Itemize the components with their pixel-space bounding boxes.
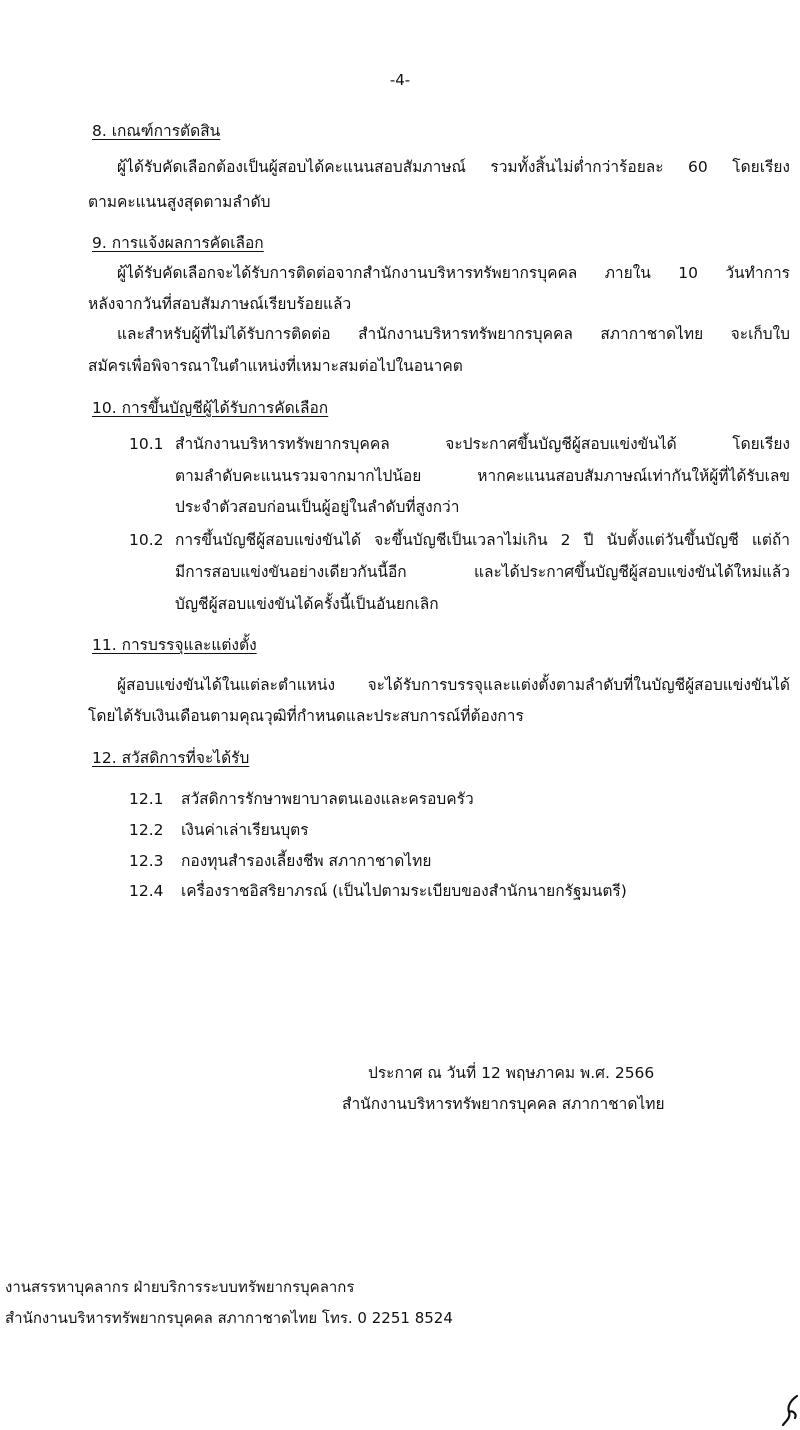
section-11-text-line-1: ผู้สอบแข่งขันได้ในแต่ละตำแหน่ง จะได้รับการบรรจุและแต่งตั้งตามลำดับที่ในบัญชีผู้สอบแข่งขันได้	[117, 676, 790, 694]
section-9-para-2-line-1: และสำหรับผู้ที่ไม่ได้รับการติดต่อ สำนักงานบริหารทรัพยากรบุคคล สภากาชาดไทย จะเก็บใบ	[117, 325, 790, 343]
item-10-2-number: 10.2	[129, 531, 164, 549]
announcement-organization: สำนักงานบริหารทรัพยากรบุคคล สภากาชาดไทย	[342, 1095, 665, 1113]
section-9-heading: 9. การแจ้งผลการคัดเลือก	[92, 234, 264, 252]
item-10-1-line-1: สำนักงานบริหารทรัพยากรบุคคล จะประกาศขึ้นบัญชีผู้สอบแข่งขันได้ โดยเรียง	[175, 435, 790, 453]
item-10-2-line-3: บัญชีผู้สอบแข่งขันได้ครั้งนี้เป็นอันยกเลิก	[175, 595, 439, 613]
benefit-item-text: เครื่องราชอิสริยาภรณ์ (เป็นไปตามระเบียบของสำนักนายกรัฐมนตรี)	[181, 882, 627, 900]
benefit-item	[129, 789, 474, 809]
benefit-item-number: 12.1	[129, 790, 164, 808]
section-8-heading: 8. เกณฑ์การตัดสิน	[92, 122, 221, 140]
benefit-item	[129, 851, 431, 871]
item-10-2-line-1: การขึ้นบัญชีผู้สอบแข่งขันได้ จะขึ้นบัญชีเป็นเวลาไม่เกิน 2 ปี นับตั้งแต่วันขึ้นบัญชี แต่ถ้า	[175, 531, 790, 549]
section-8-text-line-2: ตามคะแนนสูงสุดตามลำดับ	[88, 193, 271, 211]
benefit-item-text: เงินค่าเล่าเรียนบุตร	[181, 821, 309, 839]
section-9-para-1-line-1: ผู้ได้รับคัดเลือกจะได้รับการติดต่อจากสำนักงานบริหารทรัพยากรบุคคล ภายใน 10 วันทำการ	[117, 264, 790, 282]
benefit-item-number: 12.4	[129, 882, 164, 900]
footer-contact-line-1: งานสรรหาบุคลากร ฝ่ายบริการระบบทรัพยากรบุคลากร	[5, 1278, 355, 1296]
section-9-para-1-line-2: หลังจากวันที่สอบสัมภาษณ์เรียบร้อยแล้ว	[88, 295, 352, 313]
section-10-heading: 10. การขึ้นบัญชีผู้ได้รับการคัดเลือก	[92, 399, 329, 417]
benefit-item-text: สวัสดิการรักษาพยาบาลตนเองและครอบครัว	[181, 790, 474, 808]
item-10-2-line-2: มีการสอบแข่งขันอย่างเดียวกันนี้อีก และได้ประกาศขึ้นบัญชีผู้สอบแข่งขันได้ใหม่แล้ว	[175, 563, 790, 581]
benefit-item	[129, 881, 627, 901]
benefit-item-number: 12.2	[129, 821, 164, 839]
benefit-item-text: กองทุนสำรองเลี้ยงชีพ สภากาชาดไทย	[181, 852, 432, 870]
section-9-para-2-line-2: สมัครเพื่อพิจารณาในตำแหน่งที่เหมาะสมต่อไปในอนาคต	[88, 357, 463, 375]
footer-contact-line-2: สำนักงานบริหารทรัพยากรบุคคล สภากาชาดไทย โทร. 0 2251 8524	[5, 1309, 453, 1327]
section-12-heading: 12. สวัสดิการที่จะได้รับ	[92, 749, 250, 767]
section-11-text-line-2: โดยได้รับเงินเดือนตามคุณวุฒิที่กำหนดและประสบการณ์ที่ต้องการ	[88, 707, 524, 725]
handwritten-initial-mark	[781, 1392, 800, 1428]
benefit-item-number: 12.3	[129, 852, 164, 870]
benefit-item	[129, 820, 309, 840]
section-11-heading: 11. การบรรจุและแต่งตั้ง	[92, 636, 257, 654]
section-8-text-line-1: ผู้ได้รับคัดเลือกต้องเป็นผู้สอบได้คะแนนสอบสัมภาษณ์ รวมทั้งสิ้นไม่ต่ำกว่าร้อยละ 60 โดยเรียง	[117, 158, 790, 176]
item-10-1-number: 10.1	[129, 435, 164, 453]
page-number: -4-	[389, 71, 411, 89]
item-10-1-line-2: ตามลำดับคะแนนรวมจากมากไปน้อย หากคะแนนสอบสัมภาษณ์เท่ากันให้ผู้ที่ได้รับเลข	[175, 467, 790, 485]
item-10-1-line-3: ประจำตัวสอบก่อนเป็นผู้อยู่ในลำดับที่สูงกว่า	[175, 498, 460, 516]
announcement-date: ประกาศ ณ วันที่ 12 พฤษภาคม พ.ศ. 2566	[368, 1064, 655, 1082]
